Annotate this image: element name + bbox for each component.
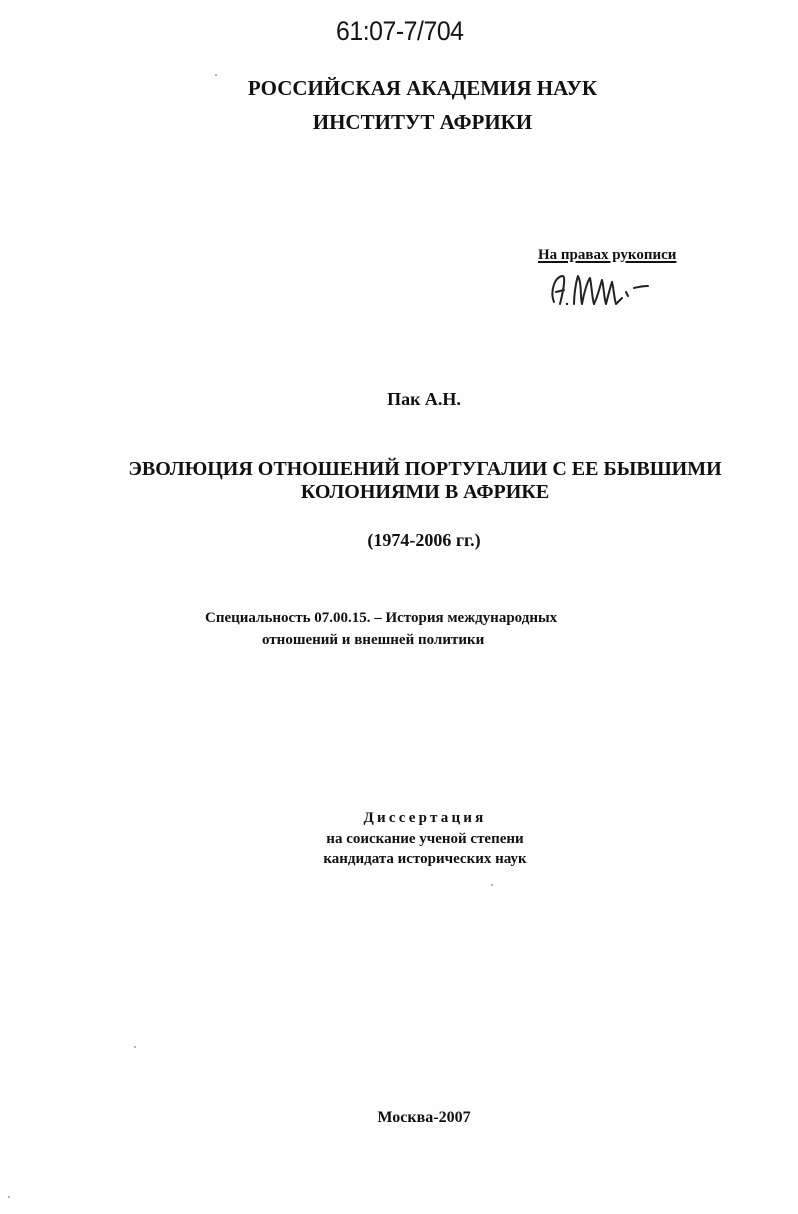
catalog-number: 61:07-7/704 (336, 16, 464, 46)
degree-line-2: кандидата исторических наук (323, 851, 527, 867)
scan-speck (491, 884, 493, 886)
specialty-line-1: Специальность 07.00.15. – История международных (205, 610, 558, 626)
degree-line-1: на соискание ученой степени (326, 831, 524, 847)
scan-speck (8, 1196, 10, 1198)
dissertation-title-line-1: ЭВОЛЮЦИЯ ОТНОШЕНИЙ ПОРТУГАЛИИ С ЕЕ БЫВШИМИ (128, 458, 722, 480)
dissertation-title-line-2: КОЛОНИЯМИ В АФРИКЕ (300, 481, 550, 503)
period-years: (1974-2006 гг.) (367, 530, 481, 550)
academy-name: РОССИЙСКАЯ АКАДЕМИЯ НАУК (247, 76, 598, 100)
scan-speck (215, 74, 217, 76)
manuscript-rights-note: На правах рукописи (538, 247, 677, 263)
handwritten-signature (544, 268, 654, 312)
dissertation-label: Диссертация (363, 810, 487, 826)
author-name: Пак А.Н. (387, 389, 461, 409)
institute-name: ИНСТИТУТ АФРИКИ (312, 110, 533, 134)
specialty-line-2: отношений и внешней политики (262, 632, 485, 648)
city-year: Москва-2007 (377, 1109, 471, 1126)
scan-speck (134, 1046, 136, 1048)
